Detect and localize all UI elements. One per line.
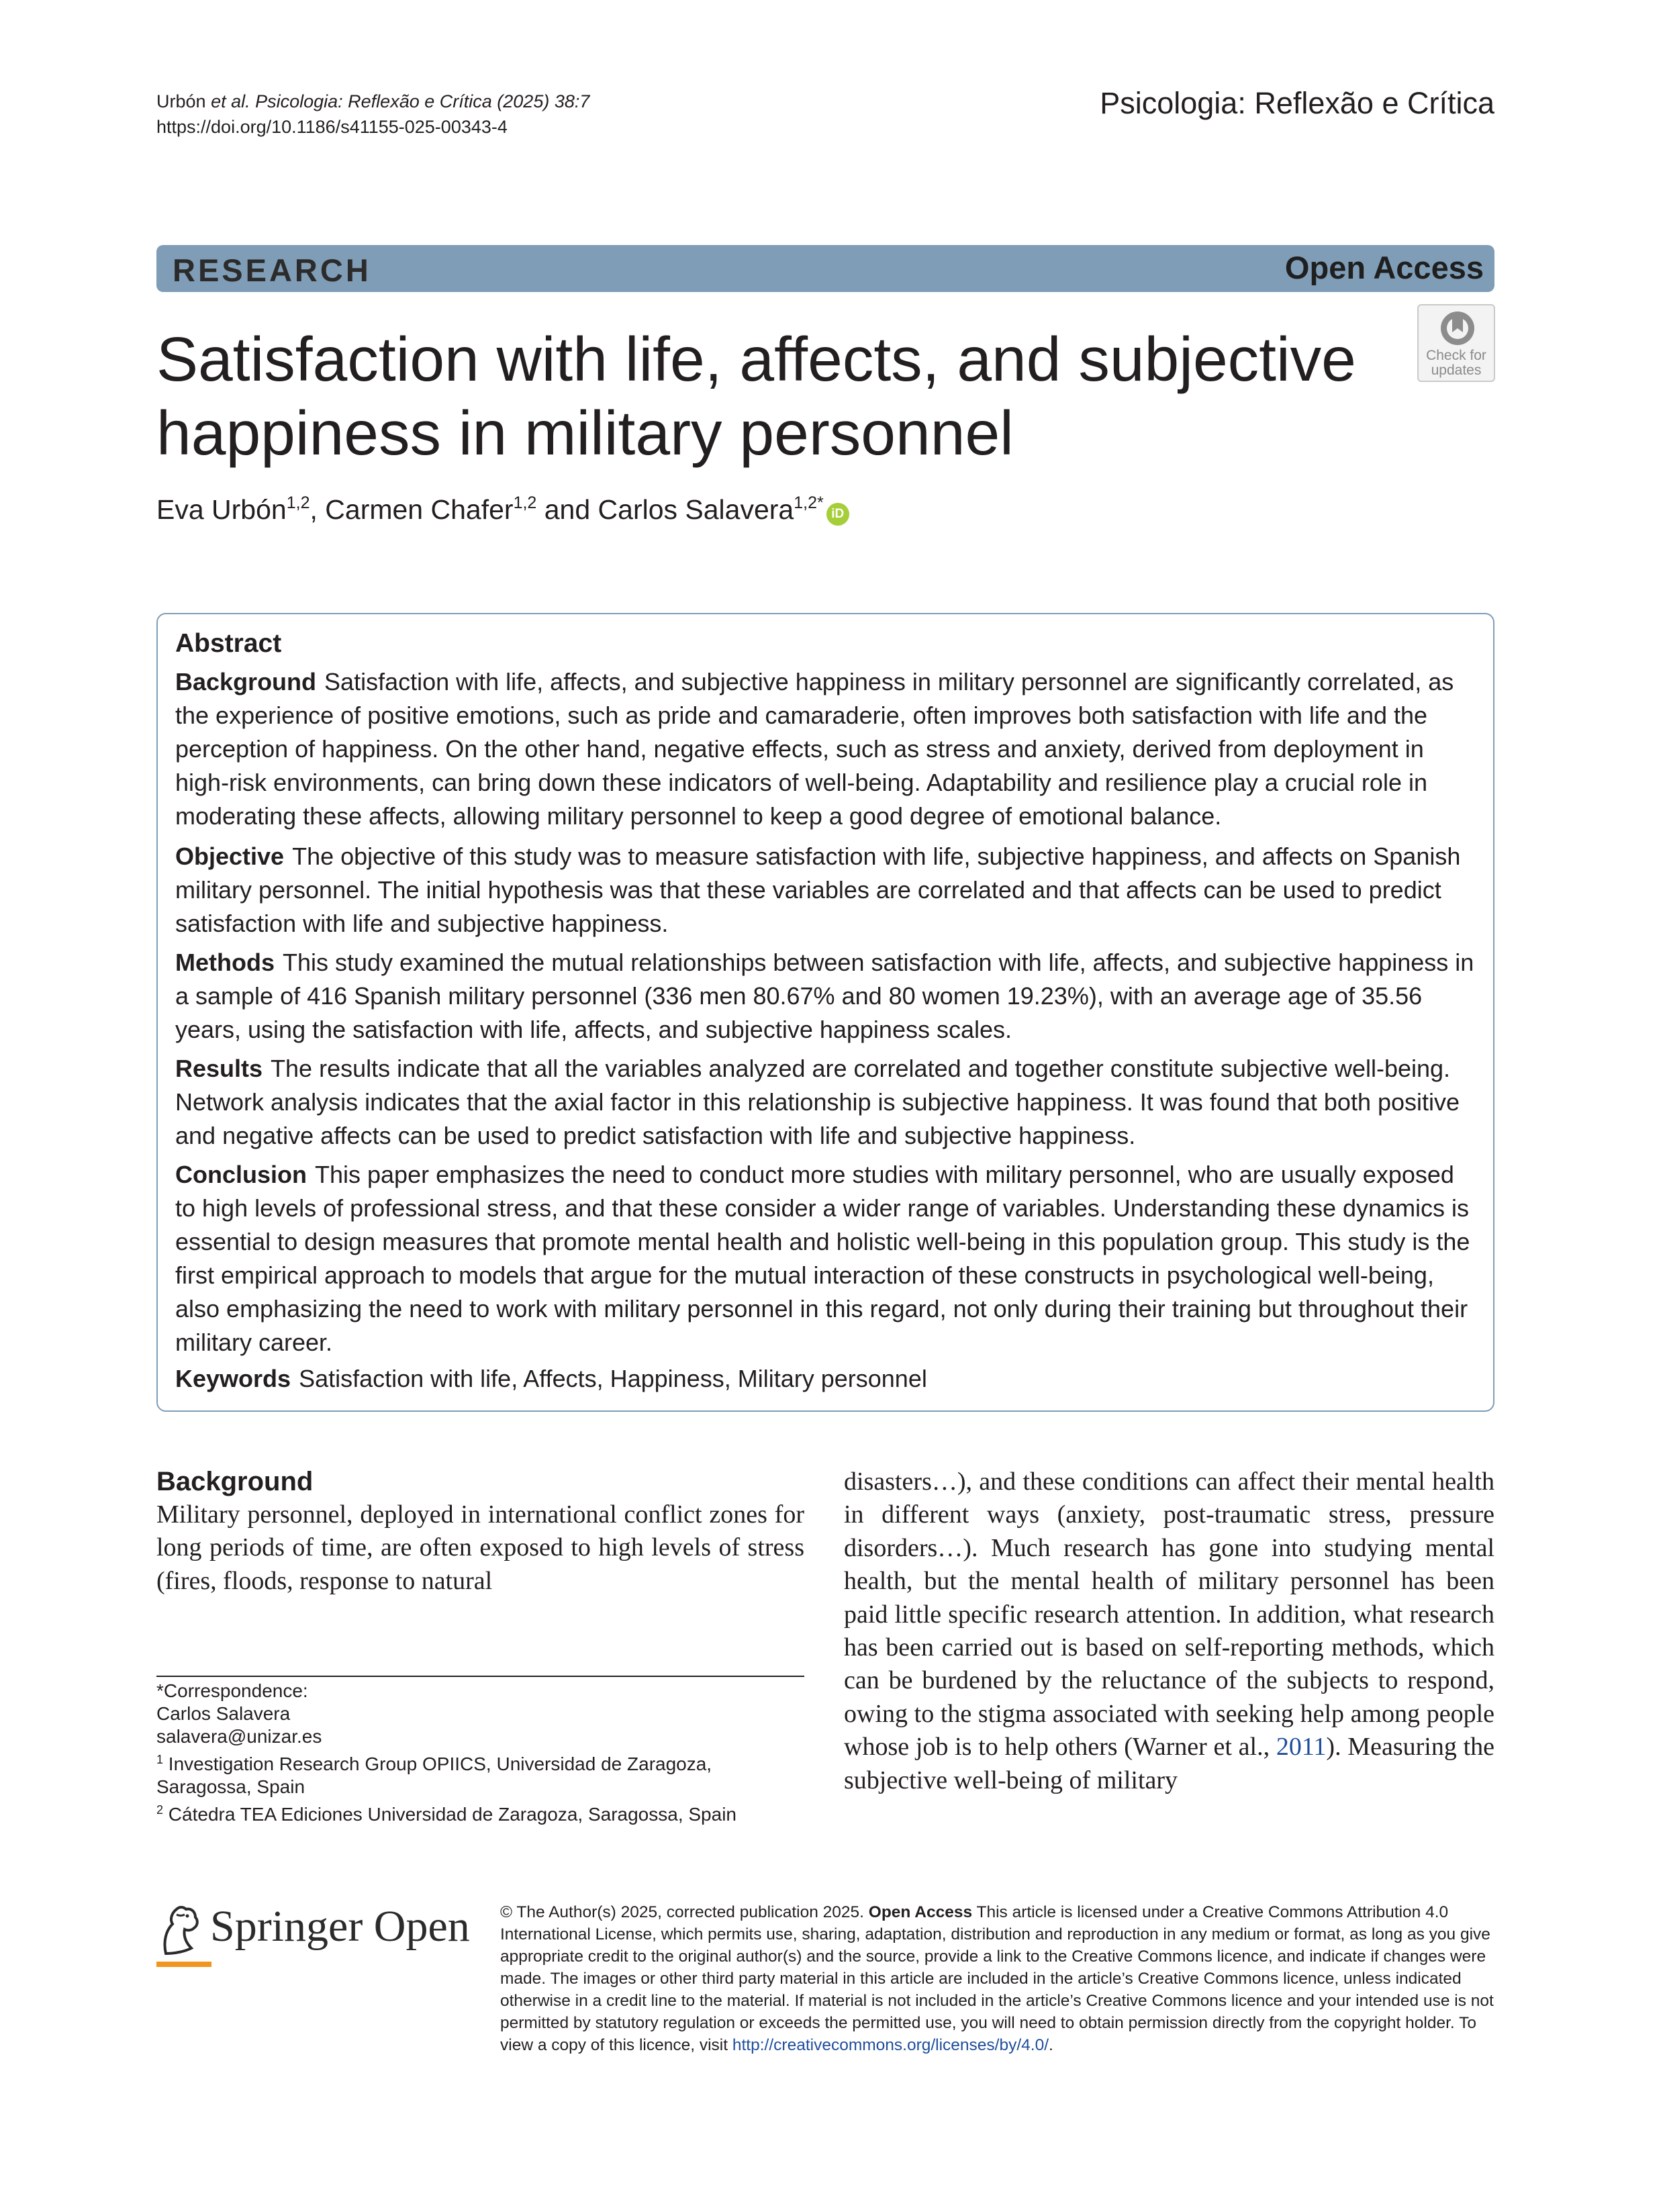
author-name[interactable]: Carmen Chafer — [325, 494, 514, 525]
affiliation-1-number: 1 — [156, 1753, 164, 1766]
author-separator: , — [310, 494, 326, 525]
abstract-conclusion — [175, 1158, 1478, 1359]
license-open-access-label: Open Access — [868, 1903, 973, 1921]
abstract-keywords-label: Keywords — [175, 1365, 291, 1392]
abstract-objective-text: The objective of this study was to measure satisfaction with life, subjective happiness, and affects on Spanish military personnel. The initial hypothesis was that these variables are correlated and that affects can be used to predict satisfaction with life and subjective happiness. — [175, 843, 1461, 937]
footnotes — [156, 1680, 804, 1826]
publisher-name: Springer — [210, 1902, 363, 1951]
article-type-label: RESEARCH — [173, 252, 371, 288]
author-affiliation: 1,2* — [794, 493, 824, 512]
abstract-conclusion-label: Conclusion — [175, 1161, 307, 1188]
check-updates-text — [1419, 348, 1494, 378]
abstract-results-text: The results indicate that all the variables analyzed are correlated and together constitute subjective well-being. Network analysis indicates that the axial factor in this relationship is subjective happiness. It was found that both positive and negative affects can be used to predict satisfaction with life and subjective happiness. — [175, 1055, 1460, 1149]
author-affiliation: 1,2 — [286, 493, 310, 512]
correspondence-label: *Correspondence: — [156, 1680, 308, 1701]
abstract-objective — [175, 840, 1478, 941]
body-right-text-end: ). Measuring the subjective well-being of military — [844, 1733, 1494, 1794]
abstract-results-label: Results — [175, 1055, 263, 1082]
footnote-divider — [156, 1676, 804, 1677]
affiliation-2-text: Cátedra TEA Ediciones Universidad de Zaragoza, Saragossa, Spain — [168, 1804, 736, 1825]
license-copyright: © The Author(s) 2025, corrected publication 2025. — [500, 1903, 864, 1921]
body-right-text: disasters…), and these conditions can affect their mental health in different ways (anxiety, post-traumatic stress, pressure disorders…). Much research has gone into studying mental health, but the mental health of military personnel has been paid little specific research attention. In addition, what research has been carried out is based on self-reporting methods, which can be burdened by the reluctance of the subjects to respond, owing to the stigma associated with seeking help among people whose job is to help others (Warner et al., — [844, 1468, 1494, 1762]
abstract-background — [175, 665, 1478, 833]
publisher-suffix: Open — [373, 1902, 470, 1951]
author-affiliation: 1,2 — [513, 493, 537, 512]
check-updates-icon — [1439, 309, 1476, 347]
author-list — [156, 493, 849, 526]
abstract-background-text: Satisfaction with life, affects, and subjective happiness in military personnel are significantly correlated, as the experience of positive emotions, such as pride and camaraderie, often improves both satisfaction with life and the perception of happiness. On the other hand, negative effects, such as stress and anxiety, derived from deployment in high-risk environments, can bring down these indicators of well-being. Adaptability and resilience play a crucial role in moderating these affects, allowing military personnel to keep a good degree of emotional balance. — [175, 668, 1454, 830]
abstract-heading: Abstract — [175, 629, 282, 658]
abstract-objective-label: Objective — [175, 843, 285, 870]
citation-authors: Urbón — [156, 91, 206, 111]
abstract-box — [156, 613, 1494, 1412]
citation-volume: (2025) 38:7 — [497, 91, 590, 111]
correspondence-name: Carlos Salavera — [156, 1703, 291, 1724]
citation-journal: et al. Psicologia: Reflexão e Crítica — [211, 91, 492, 111]
abstract-results — [175, 1052, 1478, 1153]
affiliation-2 — [156, 1798, 804, 1826]
abstract-methods-text: This study examined the mutual relationships between satisfaction with life, affects, and subjective happiness in a sample of 416 Spanish military personnel (336 men 80.67% and 80 women 19.23%), with an average age of 35.56 years, using the satisfaction with life, affects, and subjective happiness scales. — [175, 949, 1474, 1043]
section-heading-background: Background — [156, 1467, 314, 1496]
affiliation-1-text: Investigation Research Group OPIICS, Universidad de Zaragoza, Saragossa, Spain — [156, 1753, 712, 1797]
author-name[interactable]: Eva Urbón — [156, 494, 287, 525]
journal-name: Psicologia: Reflexão e Crítica — [1100, 86, 1494, 120]
affiliation-2-number: 2 — [156, 1803, 164, 1817]
affiliation-1 — [156, 1748, 804, 1798]
abstract-methods-label: Methods — [175, 949, 275, 976]
license-text: This article is licensed under a Creative Commons Attribution 4.0 International License, which permits use, sharing, adaptation, distribution and reproduction in any medium or format, as long as you give appropriate credit to the original author(s) and the source, provide a link to the Creative Commons licence, and indicate if changes were made. The images or other third party material in this article are included in the article’s Creative Commons licence, unless indicated otherwise in a credit line to the material. If material is not included in the article’s Creative Commons licence and your intended use is not permitted by statutory regulation or exceeds the permitted use, you will need to obtain permission directly from the copyright holder. To view a copy of this licence, visit — [500, 1903, 1494, 2054]
abstract-methods — [175, 946, 1478, 1047]
citation-link[interactable]: 2011 — [1276, 1733, 1327, 1762]
springer-horse-icon — [156, 1901, 205, 1962]
publisher-wordmark — [210, 1901, 470, 1952]
body-left-column: Military personnel, deployed in international conflict zones for long periods of time, are often exposed to high levels of stress (fires, floods, response to natural — [156, 1500, 804, 1595]
orcid-icon[interactable]: iD — [826, 503, 849, 526]
license-notice — [500, 1901, 1494, 2056]
check-for-updates-badge[interactable] — [1417, 304, 1495, 382]
running-citation — [156, 89, 589, 140]
author-name[interactable]: Carlos Salavera — [598, 494, 794, 525]
check-updates-line2: updates — [1431, 363, 1482, 378]
springer-open-logo[interactable] — [156, 1900, 470, 1980]
abstract-background-label: Background — [175, 668, 317, 695]
correspondence-email[interactable]: salavera@unizar.es — [156, 1726, 322, 1747]
open-access-label: Open Access — [1284, 250, 1484, 285]
license-url-link[interactable]: http://creativecommons.org/licenses/by/4.0/ — [732, 2036, 1049, 2054]
abstract-keywords — [175, 1362, 1478, 1396]
publisher-accent-bar — [156, 1962, 211, 1967]
check-updates-line1: Check for — [1426, 348, 1486, 363]
citation-line — [156, 89, 589, 114]
abstract-conclusion-text: This paper emphasizes the need to conduct more studies with military personnel, who are usually exposed to high levels of professional stress, and that these consider a wider range of variables. Understanding these dynamics is essential to design measures that promote mental health and holistic well-being in this population group. This study is the first empirical approach to models that argue for the mutual interaction of these constructs in psychological well-being, also emphasizing the need to work with military personnel in this regard, not only during their training but throughout their military career. — [175, 1161, 1470, 1356]
doi-link[interactable]: https://doi.org/10.1186/s41155-025-00343-4 — [156, 117, 508, 137]
author-separator: and — [536, 494, 598, 525]
body-right-column — [844, 1465, 1494, 1797]
article-title: Satisfaction with life, affects, and subjective happiness in military personnel — [156, 324, 1356, 468]
license-end: . — [1049, 2036, 1053, 2054]
article-type-banner — [156, 245, 1494, 292]
abstract-keywords-text: Satisfaction with life, Affects, Happiness, Military personnel — [299, 1365, 927, 1392]
